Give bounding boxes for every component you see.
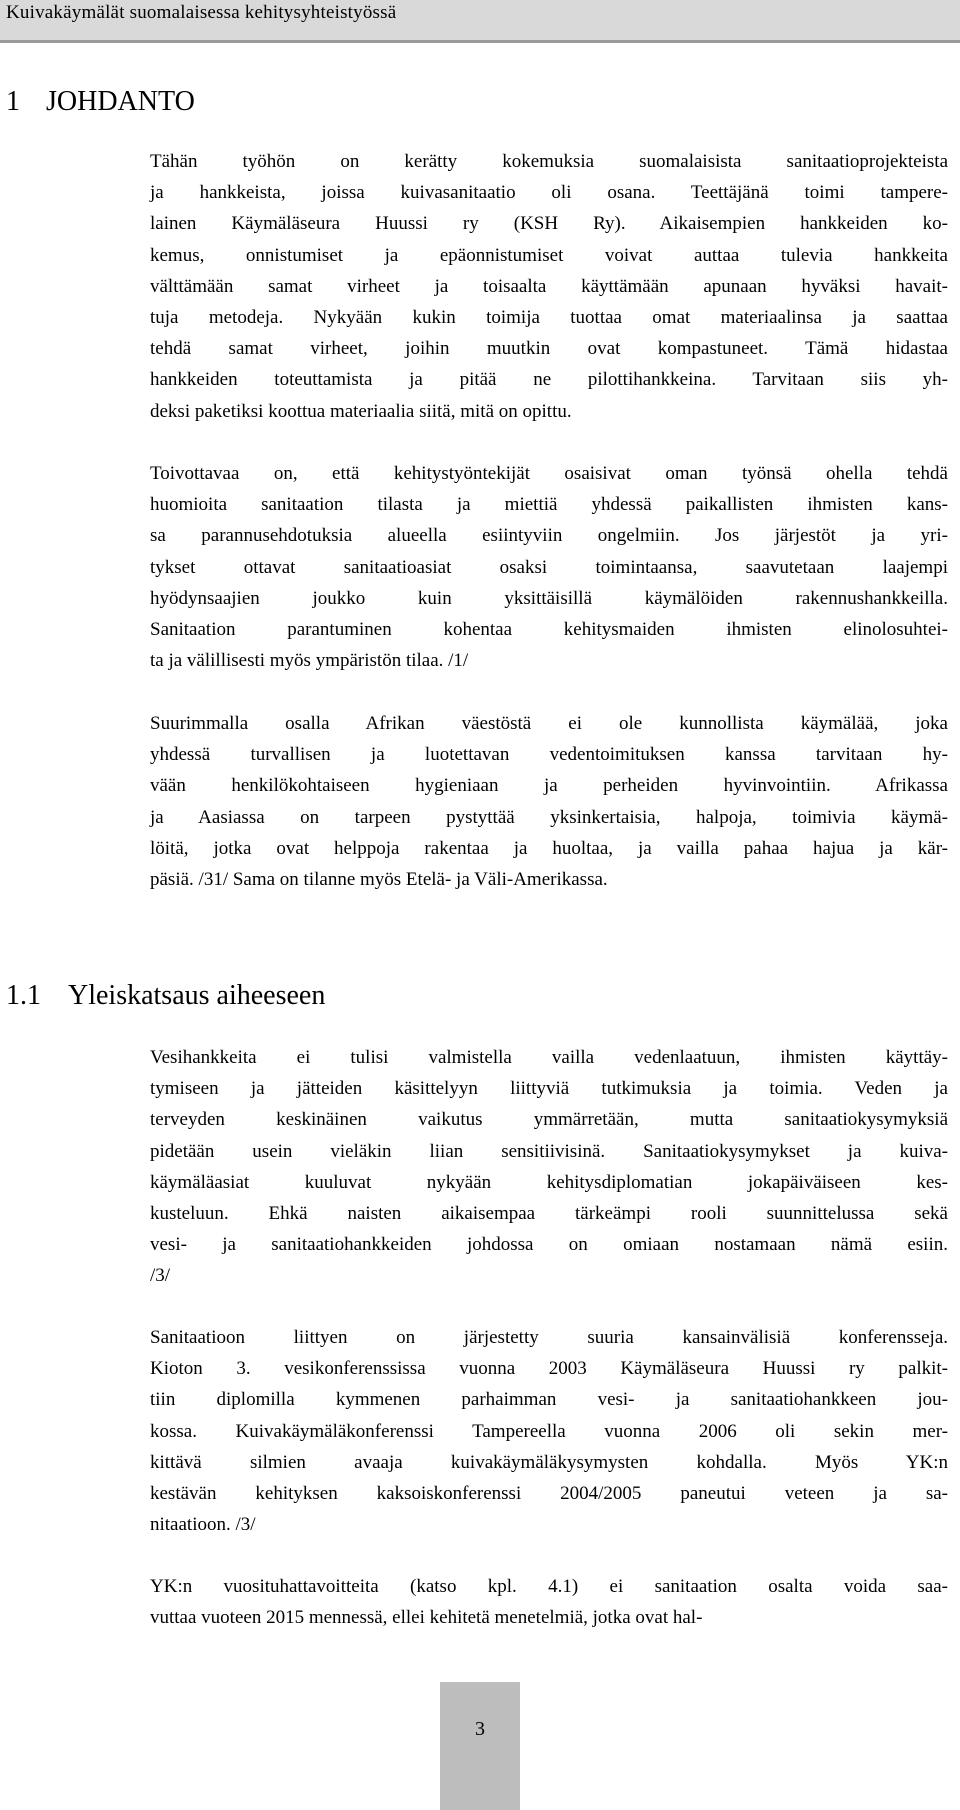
text-line: /3/ — [150, 1265, 171, 1287]
heading-text: JOHDANTO — [46, 86, 195, 117]
document-title: Kuivakäymälät suomalaisessa kehitysyhteistyössä — [6, 2, 397, 23]
text-line: YK:n vuosituhattavoitteita (katso kpl. 4.1) ei sanitaation osalta voida saa- — [150, 1576, 948, 1597]
text-line: Tähän työhön on kerätty kokemuksia suomalaisista sanitaatioprojekteista — [150, 151, 948, 172]
text-line: terveyden keskinäinen vaikutus ymmärretään, mutta sanitaatiokysymyksiä — [150, 1109, 948, 1131]
text-line: hankkeiden toteuttamista ja pitää ne pilottihankkeina. Tarvitaan siis yh- — [150, 369, 948, 391]
paragraph-5 — [150, 1322, 948, 1540]
text-line: välttämään samat virheet ja toisaalta käyttämään apunaan hyväksi havait- — [150, 275, 948, 297]
heading-number: 1 — [6, 86, 20, 117]
heading-yleiskatsaus — [6, 980, 325, 1012]
paragraph-6 — [150, 1571, 948, 1633]
text-line: tymiseen ja jätteiden käsittelyyn liittyviä tutkimuksia ja toimia. Veden ja — [150, 1078, 948, 1100]
text-line: tuja metodeja. Nykyään kukin toimija tuottaa omat materiaalinsa ja saattaa — [150, 306, 948, 328]
text-line: tykset ottavat sanitaatioasiat osaksi toimintaansa, saavutetaan laajempi — [150, 556, 948, 578]
paragraph-4 — [150, 1042, 948, 1292]
text-line: lainen Käymäläseura Huussi ry (KSH Ry). Aikaisempien hankkeiden ko- — [150, 213, 948, 235]
text-line: ja Aasiassa on tarpeen pystyttää yksinkertaisia, halpoja, toimivia käymä- — [150, 806, 948, 828]
heading-text: Yleiskatsaus aiheeseen — [68, 980, 326, 1011]
text-line: Sanitaatioon liittyen on järjestetty suuria kansainvälisiä konferensseja. — [150, 1327, 948, 1348]
text-line: kossa. Kuivakäymäläkonferenssi Tampereella vuonna 2006 oli sekin mer- — [150, 1420, 948, 1442]
text-line: Sanitaation parantuminen kohentaa kehitysmaiden ihmisten elinolosuhtei- — [150, 618, 948, 640]
text-line: vään henkilökohtaiseen hygieniaan ja perheiden hyvinvointiin. Afrikassa — [150, 775, 948, 797]
text-line: Vesihankkeita ei tulisi valmistella vailla vedenlaatuun, ihmisten käyttäy- — [150, 1047, 948, 1068]
text-line: hyödynsaajien joukko kuin yksittäisillä käymälöiden rakennushankkeilla. — [150, 587, 948, 609]
heading-johdanto — [6, 86, 195, 118]
text-line: ja hankkeista, joissa kuivasanitaatio oli osana. Teettäjänä toimi tampere- — [150, 182, 948, 204]
text-line: deksi paketiksi koottua materiaalia siitä, mitä on opittu. — [150, 400, 572, 422]
text-line: päsiä. /31/ Sama on tilanne myös Etelä- ja Väli-Amerikassa. — [150, 868, 608, 890]
text-line: kemus, onnistumiset ja epäonnistumiset voivat auttaa tulevia hankkeita — [150, 244, 948, 266]
text-line: nitaatioon. /3/ — [150, 1514, 256, 1536]
heading-number: 1.1 — [6, 980, 41, 1011]
text-line: löitä, jotka ovat helppoja rakentaa ja huoltaa, ja vailla pahaa hajua ja kär- — [150, 837, 948, 859]
text-line: kestävän kehityksen kaksoiskonferenssi 2004/2005 paneutui veteen ja sa- — [150, 1482, 948, 1504]
text-line: huomioita sanitaation tilasta ja miettiä yhdessä paikallisten ihmisten kans- — [150, 494, 948, 516]
text-line: yhdessä turvallisen ja luotettavan vedentoimituksen kanssa tarvitaan hy- — [150, 744, 948, 766]
text-line: pidetään usein vieläkin liian sensitiivisinä. Sanitaatiokysymykset ja kuiva- — [150, 1140, 948, 1162]
text-line: tehdä samat virheet, joihin muutkin ovat kompastuneet. Tämä hidastaa — [150, 338, 948, 360]
text-line: kittävä silmien avaaja kuivakäymäläkysymysten kohdalla. Myös YK:n — [150, 1451, 948, 1473]
text-line: ta ja välillisesti myös ympäristön tilaa. /1/ — [150, 650, 469, 672]
paragraph-1 — [150, 146, 948, 427]
page-number: 3 — [475, 1718, 485, 1740]
text-line: kusteluun. Ehkä naisten aikaisempaa tärkeämpi rooli suunnittelussa sekä — [150, 1202, 948, 1224]
text-line: sa parannusehdotuksia alueella esiintyviin ongelmiin. Jos järjestöt ja yri- — [150, 525, 948, 547]
text-line: Toivottavaa on, että kehitystyöntekijät osaisivat oman työnsä ohella tehdä — [150, 463, 948, 484]
text-line: Kioton 3. vesikonferenssissa vuonna 2003 Käymäläseura Huussi ry palkit- — [150, 1358, 948, 1380]
text-line: vesi- ja sanitaatiohankkeiden johdossa on omiaan nostamaan nämä esiin. — [150, 1234, 948, 1256]
text-line: vuttaa vuoteen 2015 mennessä, ellei kehitetä menetelmiä, jotka ovat hal- — [150, 1607, 703, 1629]
text-line: käymäläasiat kuuluvat nykyään kehitysdiplomatian jokapäiväiseen kes- — [150, 1171, 948, 1193]
text-line: Suurimmalla osalla Afrikan väestöstä ei ole kunnollista käymälää, joka — [150, 713, 948, 734]
paragraph-2 — [150, 458, 948, 676]
text-line: tiin diplomilla kymmenen parhaimman vesi- ja sanitaatiohankkeen jou- — [150, 1389, 948, 1411]
paragraph-3 — [150, 708, 948, 895]
page-number-tab — [440, 1682, 520, 1810]
running-header — [0, 0, 960, 43]
